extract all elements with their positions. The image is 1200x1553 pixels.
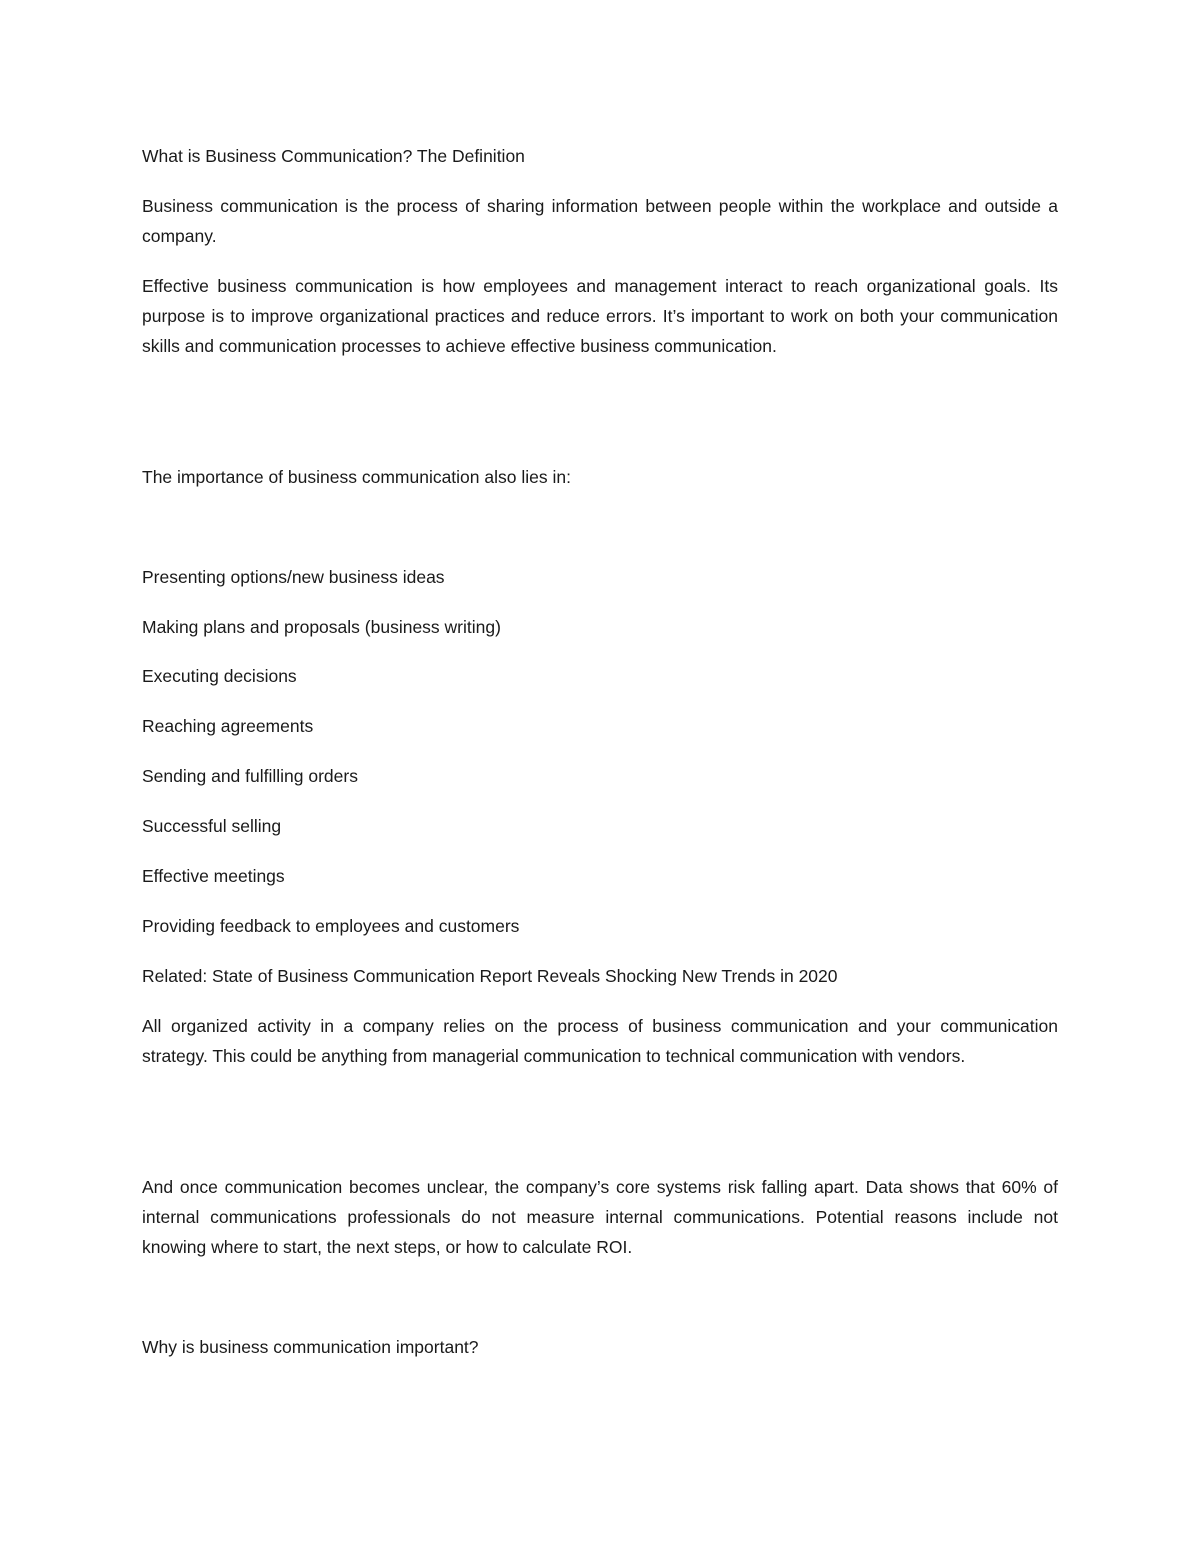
- related-line: Related: State of Business Communication Report Reveals Shocking New Trends in 2020: [142, 966, 838, 986]
- importance-intro: The importance of business communication also lies in:: [142, 467, 571, 487]
- list-item: Making plans and proposals (business writing): [142, 617, 501, 637]
- definition-paragraph: Business communication is the process of sharing information between people within the workplace and outside a company.: [142, 196, 1058, 246]
- list-item: Sending and fulfilling orders: [142, 766, 358, 786]
- list-item: Effective meetings: [142, 866, 285, 886]
- list-item: Providing feedback to employees and customers: [142, 916, 520, 936]
- list-item: Executing decisions: [142, 666, 297, 686]
- organized-activity-paragraph: All organized activity in a company relies on the process of business communication and your communication strategy. This could be anything from managerial communication to technical communication with vendors.: [142, 1016, 1058, 1066]
- list-item: Successful selling: [142, 816, 282, 836]
- document-heading: What is Business Communication? The Definition: [142, 146, 525, 166]
- unclear-communication-paragraph: And once communication becomes unclear, the company’s core systems risk falling apart. Data shows that 60% of internal communications professionals do not measure internal communications. Potential reasons include not knowing where to start, the next steps, or how to calculate ROI.: [142, 1177, 1058, 1257]
- effective-communication-paragraph: Effective business communication is how employees and management interact to reach organizational goals. Its purpose is to improve organizational practices and reduce errors. It’s important to work on both your communication skills and communication processes to achieve effective business communication.: [142, 276, 1058, 356]
- closing-heading: Why is business communication important?: [142, 1337, 479, 1357]
- list-item: Presenting options/new business ideas: [142, 567, 445, 587]
- list-item: Reaching agreements: [142, 716, 314, 736]
